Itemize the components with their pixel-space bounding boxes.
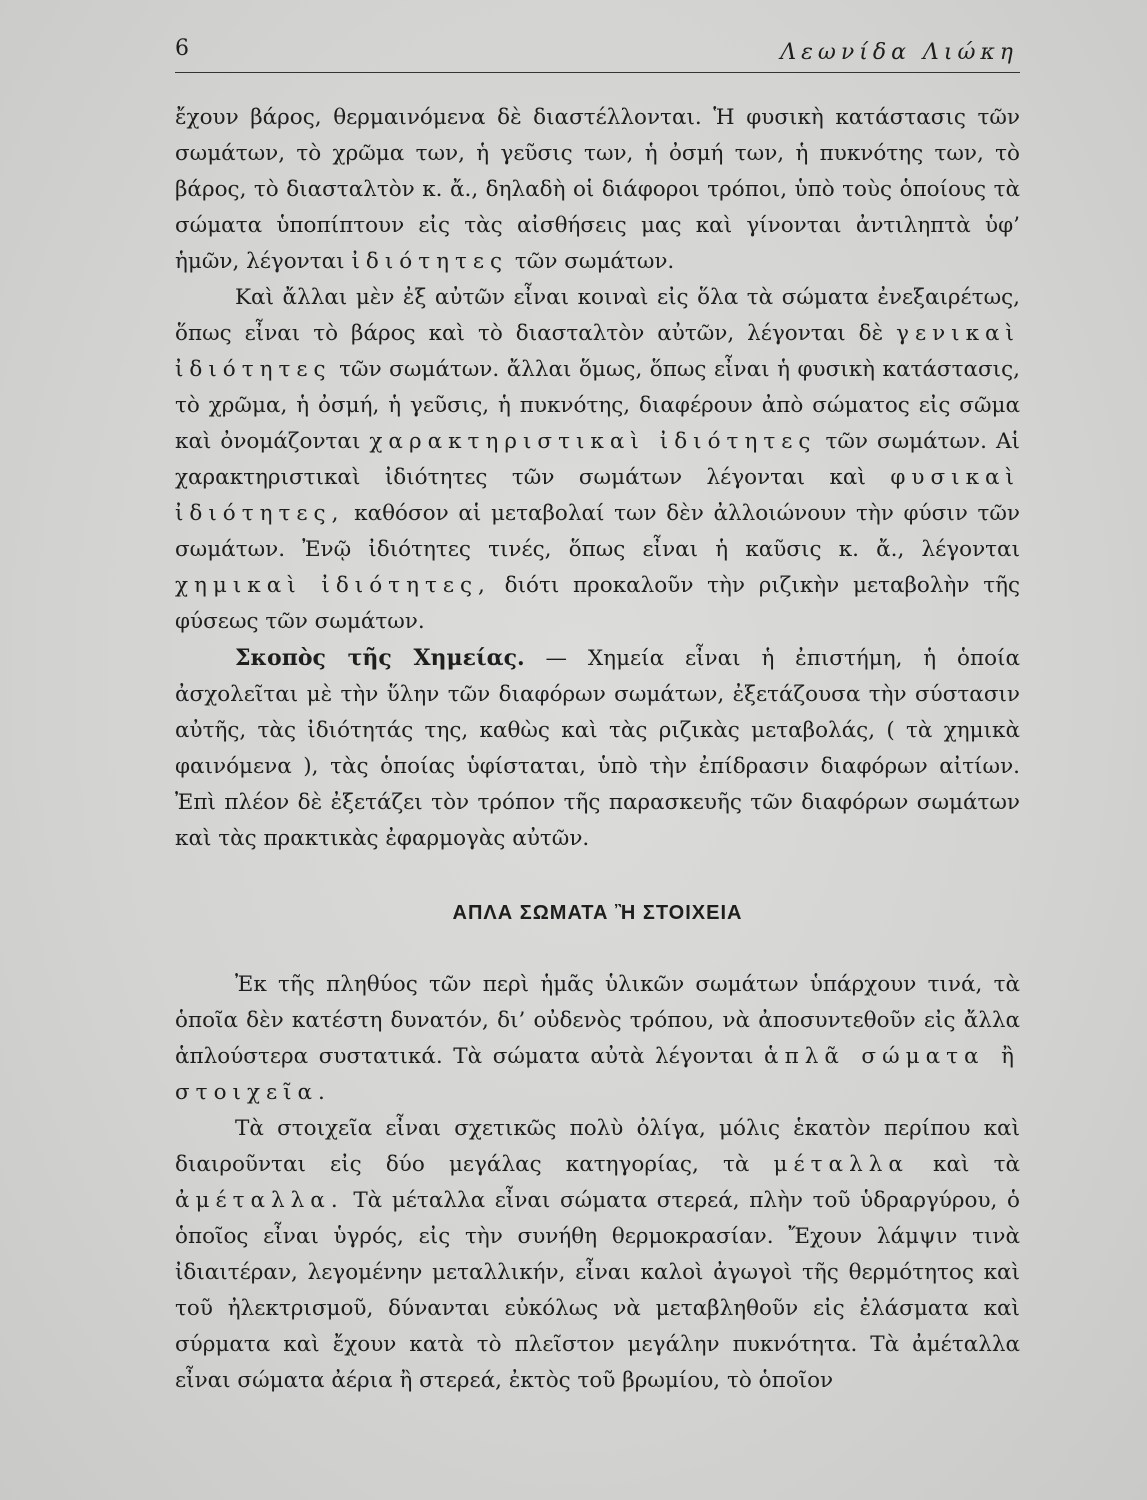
text-run: Τὰ μέταλλα εἶναι σώματα στερεά, πλὴν τοῦ ὑδραργύρου, ὁ ὁποῖος εἶναι ὑγρός, εἰς τὴν συνήθη θερμοκρασίαν. Ἔχουν λάμψιν τινὰ ἰδιαιτέραν, λεγομένην μεταλλικήν, εἶναι καλοὶ ἀγωγοὶ τῆς θερμότητος καὶ τοῦ ἠλεκτρισμοῦ, δύνανται εὐκόλως νὰ μεταβληθοῦν εἰς ἐλάσματα καὶ σύρματα καὶ ἔχουν κατὰ τὸ πλεῖστον μεγάλην πυκνότητα. Τὰ ἀμέταλλα εἶναι σώματα ἀέρια ἢ στερεά, ἐκτὸς τοῦ βρωμίου, τὸ ὁποῖον (175, 1188, 1020, 1393)
text-run: καὶ τὰ (933, 1152, 1020, 1177)
page-header (175, 32, 1020, 73)
paragraph-chemistry-purpose (175, 640, 1020, 857)
spaced-term: μέταλλα (773, 1152, 909, 1177)
text-run: — Χημεία εἶναι ἡ ἐπιστήμη, ἡ ὁποία ἀσχολεῖται μὲ τὴν ὕλην τῶν διαφόρων σωμάτων, ἐξετάζουσα τὴν σύστασιν αὐτῆς, τὰς ἰδιότητάς της, καθὼς καὶ τὰς ριζικὰς μεταβολάς, ( τὰ χημικὰ φαινόμενα ), τὰς ὁποίας ὑφίσταται, ὑπὸ τὴν ἐπίδρασιν διαφόρων αἰτίων. Ἐπὶ πλέον δὲ ἐξετάζει τὸν τρόπον τῆς παρασκευῆς τῶν διαφόρων σωμάτων καὶ τὰς πρακτικὰς ἐφαρμογὰς αὐτῶν. (175, 646, 1020, 851)
text-run: τῶν σωμάτων. ἄλλαι ὅμως, ὅπως εἶναι ἡ φυσικὴ κατάστασις, τὸ χρῶμα, ἡ ὀσμή, ἡ γεῦσις, ἡ πυκνότης, διαφέρουν ἀπὸ σώματος εἰς σῶμα καὶ ὀνομάζονται (175, 357, 1020, 454)
spaced-term: φυσικαὶ ἰδιότητες, (175, 465, 1020, 526)
text-run: Καὶ ἄλλαι μὲν ἐξ αὐτῶν εἶναι κοιναὶ εἰς ὅλα τὰ σώματα ἐνεξαιρέτως, ὅπως εἶναι τὸ βάρος καὶ τὸ διασταλτὸν αὐτῶν, λέγονται δὲ (175, 285, 1020, 346)
spaced-term: χημικαὶ ἰδιότητες, (175, 573, 491, 598)
spaced-term: ἰδιότητες (351, 249, 509, 274)
text-run: καθόσον αἱ μεταβολαί των δὲν ἀλλοιώνουν τὴν φύσιν τῶν σωμάτων. Ἐνῷ ἰδιότητες τινές, ὅπως εἶναι ἡ καῦσις κ. ἄ., λέγονται (175, 501, 1020, 562)
spaced-term: χαρακτηριστικαὶ ἰδιότητες (369, 429, 817, 454)
body-text (175, 100, 1020, 1399)
paragraph-elements (175, 1111, 1020, 1399)
text-run: Τὰ στοιχεῖα εἶναι σχετικῶς πολὺ ὀλίγα, μόλις ἑκατὸν περίπου καὶ διαιροῦνται εἰς δύο μεγάλας κατηγορίας, τὰ (175, 1116, 1020, 1177)
paragraph-general-properties (175, 280, 1020, 640)
text-run: Ἐκ τῆς πληθύος τῶν περὶ ἡμᾶς ὑλικῶν σωμάτων ὑπάρχουν τινά, τὰ ὁποῖα δὲν κατέστη δυνατόν, δι’ οὐδενὸς τρόπου, νὰ ἀποσυντεθοῦν εἰς ἄλλα ἁπλούστερα συστατικά. Τὰ σώματα αὐτὰ λέγονται (175, 972, 1020, 1069)
paragraph-properties (175, 100, 1020, 280)
page-number: 6 (175, 36, 189, 61)
spaced-term: ἀμέταλλα. (175, 1188, 344, 1213)
text-run: διότι προκαλοῦν τὴν ριζικὴν μεταβολὴν τῆς φύσεως τῶν σωμάτων. (175, 573, 1021, 634)
text-run: ἔχουν βάρος, θερμαινόμενα δὲ διαστέλλονται. Ἡ φυσικὴ κατάστασις τῶν σωμάτων, τὸ χρῶμα των, ἡ γεῦσις των, ἡ ὀσμή των, ἡ πυκνότης των, τὸ βάρος, τὸ διασταλτὸν κ. ἄ., δηλαδὴ οἱ διάφοροι τρόποι, ὑπὸ τοὺς ὁποίους τὰ σώματα ὑποπίπτουν εἰς τὰς αἰσθήσεις μας καὶ γίνονται ἀντιληπτὰ ὑφ’ ἡμῶν, λέγονται (175, 105, 1020, 274)
spaced-term: ἁπλᾶ σώματα ἢ στοιχεῖα. (175, 1044, 1020, 1105)
text-run: τῶν σωμάτων. (514, 249, 675, 274)
paragraph-simple-bodies (175, 967, 1020, 1111)
subheading: Σκοπὸς τῆς Χημείας. (235, 645, 525, 671)
running-head: Λεωνίδα Λιώκη (780, 40, 1018, 65)
text-run: τῶν σωμάτων. Αἱ χαρακτηριστικαὶ ἰδιότητες τῶν σωμάτων λέγονται καὶ (175, 429, 1020, 490)
section-title: ΑΠΛΑ ΣΩΜΑΤΑ Ἢ ΣΤΟΙΧΕΙΑ (452, 902, 743, 924)
spaced-term: γενικαὶ ἰδιότητες (175, 321, 1020, 382)
